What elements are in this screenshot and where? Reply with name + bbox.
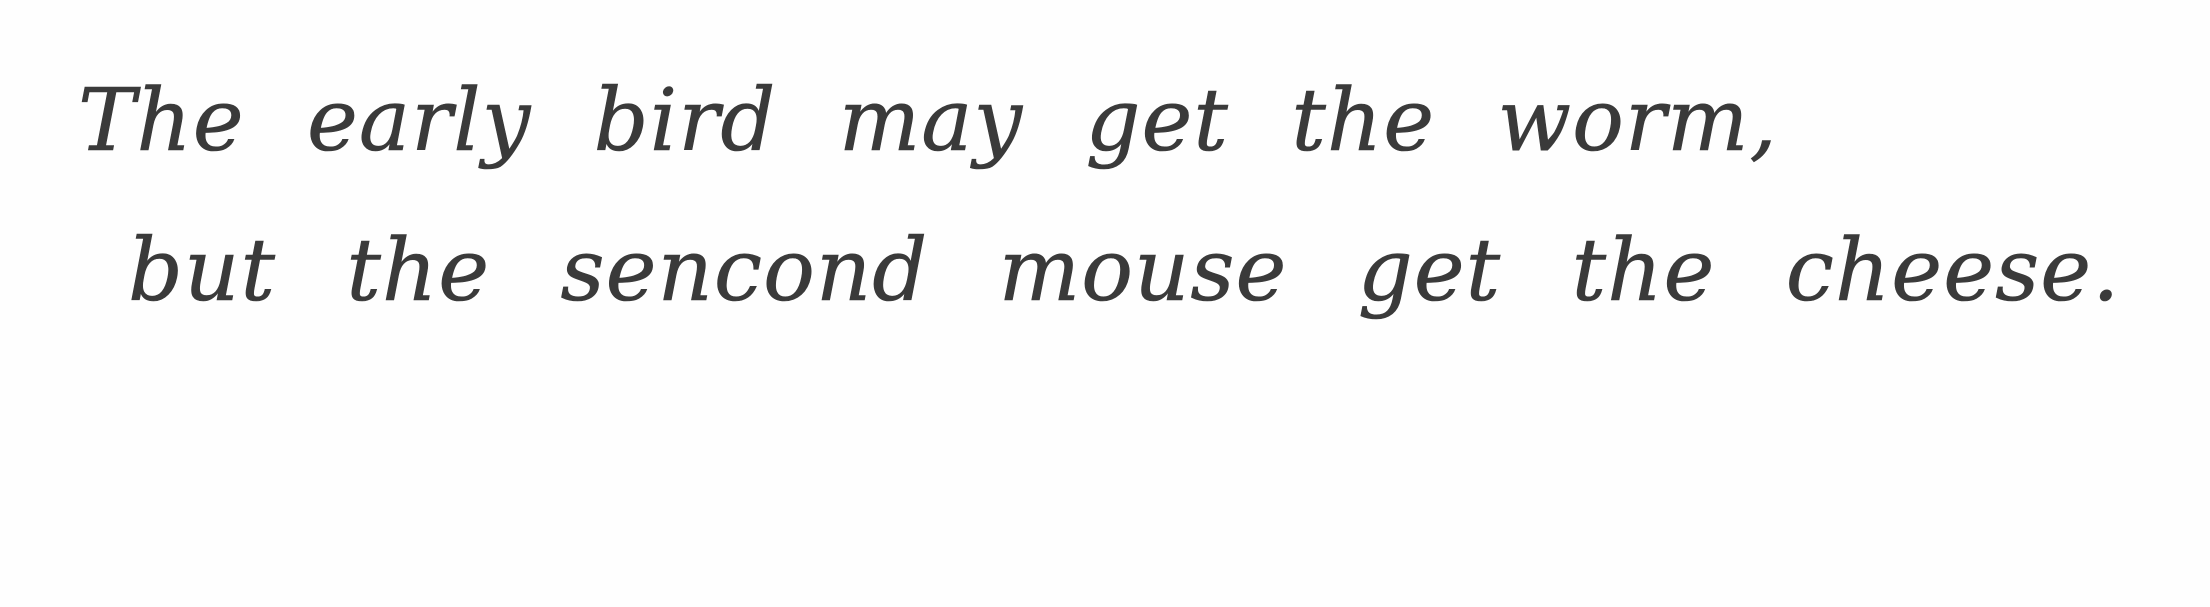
handwritten-line-1: The early bird may get the worm, [78, 71, 1778, 171]
handwritten-line-2: but the sencond mouse get the cheese. [128, 221, 2121, 321]
